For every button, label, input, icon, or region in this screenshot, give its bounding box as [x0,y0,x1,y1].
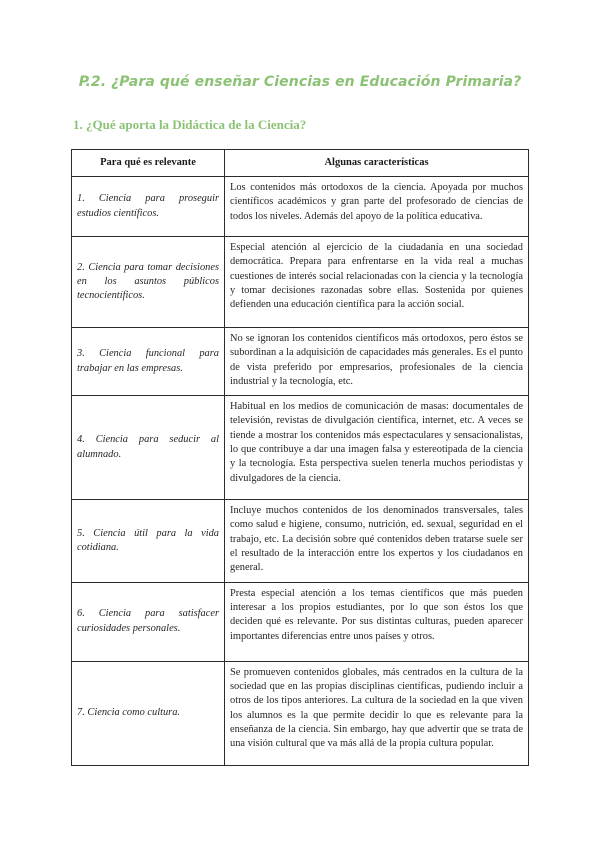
row-purpose: 5. Ciencia útil para la vida cotidiana. [72,500,225,582]
table-row [72,500,529,582]
table-row [72,661,529,765]
row-description: Incluye muchos contenidos de los denominados transversales, tales como salud e higiene, consumo, nutrición, ed. sexual, seguridad en el trabajo, etc. La decisión sobre qué contenidos deben tratarse suele ser el resultado de la interacción entre los expertos y los ciudadanos en general. [225,500,529,582]
row-purpose: 7. Ciencia como cultura. [72,661,225,765]
table-row [72,328,529,396]
page-title: P.2. ¿Para qué enseñar Ciencias en Educación Primaria? [78,74,522,90]
table-header-row [72,150,529,177]
row-description: Se promueven contenidos globales, más centrados en la cultura de la sociedad que en las propias disciplinas científicas, pudiendo incluir a otros de los tipos anteriores. La cultura de la sociedad en la que viven los alumnos es la que permite decidir lo que es relevante para la enseñanza de la ciencia. Sin embargo, hay que advertir que se trata de una visión cultural que va más allá de la propia cultura popular. [225,661,529,765]
row-purpose: 4. Ciencia para seducir al alumnado. [72,396,225,500]
table-row [72,177,529,237]
table-row [72,396,529,500]
table-row [72,237,529,328]
section-heading: 1. ¿Qué aporta la Didáctica de la Ciencia? [73,117,307,132]
row-purpose: 3. Ciencia funcional para trabajar en las empresas. [72,328,225,396]
row-description: Los contenidos más ortodoxos de la ciencia. Apoyada por muchos científicos académicos y gran parte del profesorado de ciencias de todos los niveles. Además del apoyo de la política educativa. [225,177,529,237]
row-description: Habitual en los medios de comunicación de masas: documentales de televisión, revistas de divulgación científica, internet, etc. A veces se tiende a mostrar los contenidos más espectaculares y sensacionalistas, lo que contribuye a dar una imagen falsa y estereotipada de la ciencia y la tecnología. Esta perspectiva suelen tenerla muchos periodistas y divulgadores de la ciencia. [225,396,529,500]
row-purpose: 6. Ciencia para satisfacer curiosidades personales. [72,582,225,661]
table-row [72,582,529,661]
row-purpose: 2. Ciencia para tomar decisiones en los asuntos públicos tecnocientíficos. [72,237,225,328]
header-characteristics: Algunas características [225,150,529,177]
row-description: Especial atención al ejercicio de la ciudadanía en una sociedad democrática. Prepara para enfrentarse en la vida real a muchas cuestiones de interés social relacionadas con la ciencia y la tecnología y tomar decisiones razonadas sobre ellas. Sostenida por quienes defienden una educación científica para la acción social. [225,237,529,328]
row-purpose: 1. Ciencia para proseguir estudios científicos. [72,177,225,237]
row-description: No se ignoran los contenidos científicos más ortodoxos, pero éstos se subordinan a la adquisición de capacidades más generales. Es el punto de vista preferido por empresarios, profesionales de la ciencia industrial y la tecnología, etc. [225,328,529,396]
row-description: Presta especial atención a los temas científicos que más pueden interesar a los propios estudiantes, por lo que son éstos los que deciden qué es relevante. Por sus distintas culturas, pueden aparecer importantes diferencias entre unos países y otros. [225,582,529,661]
relevance-table [71,149,529,766]
header-purpose: Para qué es relevante [72,150,225,177]
